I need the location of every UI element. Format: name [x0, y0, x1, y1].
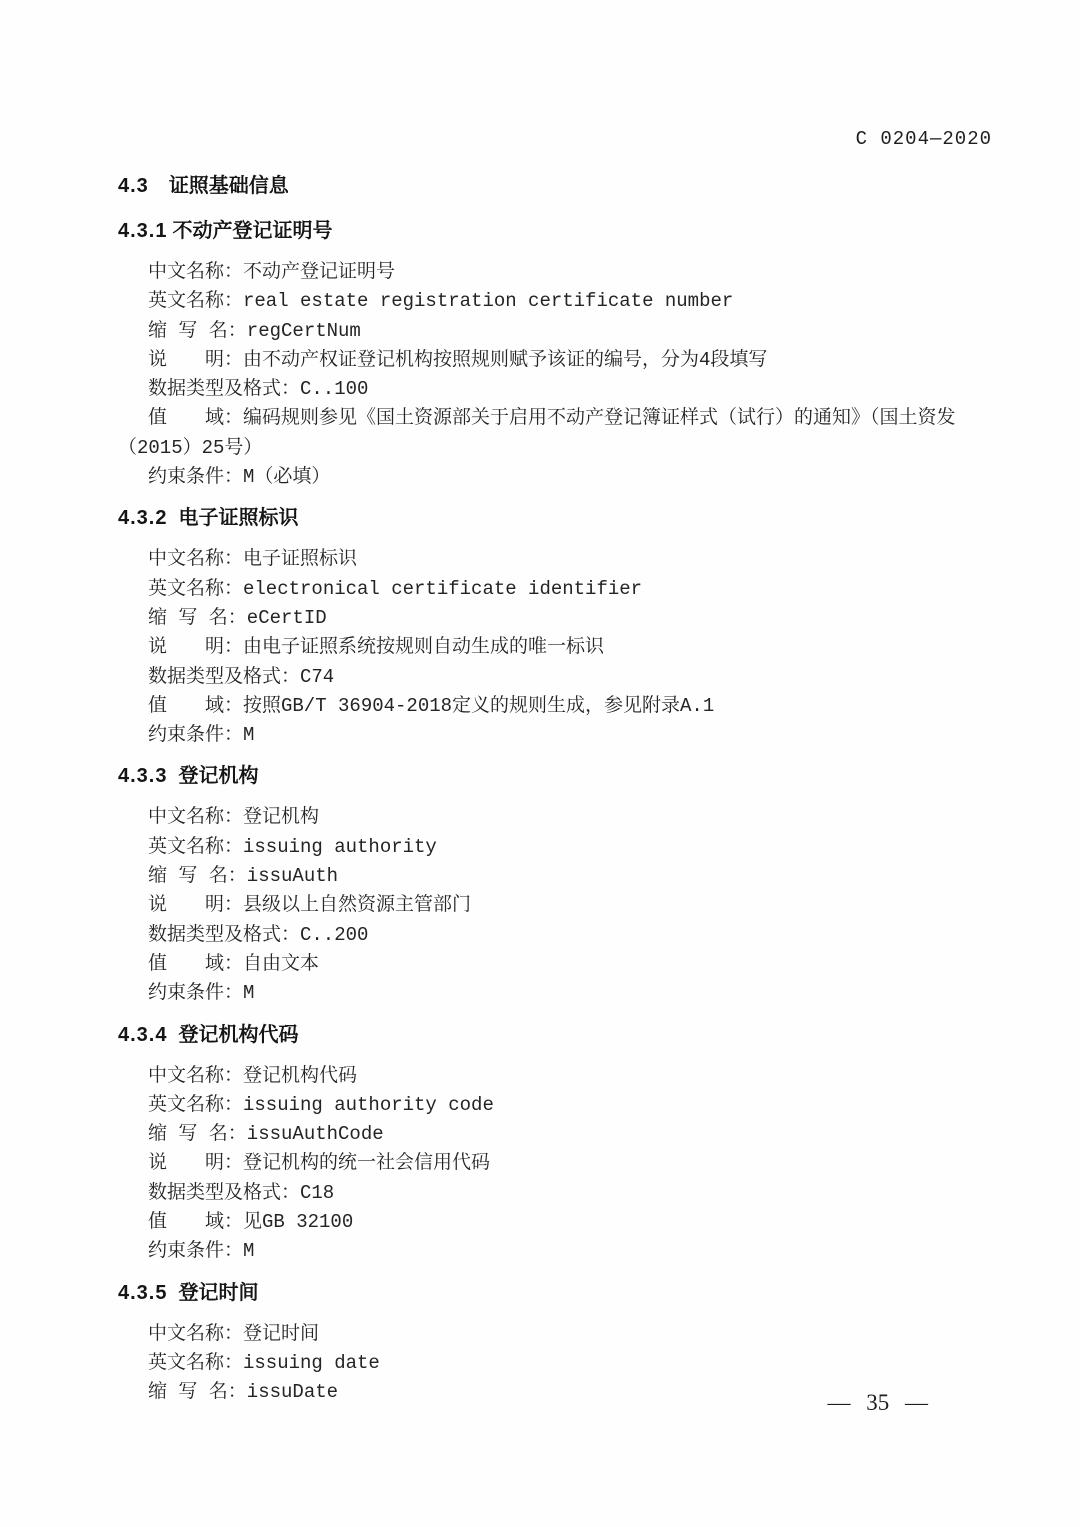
field-line-abbreviation: 缩 写 名：regCertNum — [148, 319, 361, 342]
field-line-abbreviation: 缩 写 名：eCertID — [148, 606, 327, 629]
subsection-number: 4.3.5 — [118, 1281, 168, 1304]
field-line-english-name: 英文名称：issuing authority — [148, 835, 437, 858]
field-line-value-domain: 值 域：见GB 32100 — [148, 1211, 354, 1234]
section-heading — [118, 172, 998, 201]
page-number: — 35 — — [827, 1390, 928, 1415]
field-line-value-domain: 值 域：按照GB/T 36904-2018定义的规则生成，参见附录A.1 — [148, 694, 715, 717]
field-line-value-domain: 值 域：自由文本 — [148, 952, 320, 975]
field-line-description: 说 明：县级以上自然资源主管部门 — [148, 894, 472, 917]
subsection-title: 不动产登记证明号 — [172, 220, 333, 242]
field-line-datatype: 数据类型及格式：C74 — [148, 665, 335, 688]
field-line-english-name: 英文名称：issuing date — [148, 1351, 380, 1374]
field-line-description: 说 明：由电子证照系统按规则自动生成的唯一标识 — [148, 636, 605, 659]
subsection-number: 4.3.4 — [118, 1023, 168, 1046]
field-line-datatype: 数据类型及格式：C18 — [148, 1181, 335, 1204]
subsection-heading-4-3-1 — [118, 217, 998, 246]
field-line-abbreviation: 缩 写 名：issuAuthCode — [148, 1123, 384, 1146]
field-line-english-name: 英文名称：electronical certificate identifier — [148, 577, 643, 600]
section-number: 4.3 — [118, 175, 149, 197]
subsection-title: 登记时间 — [178, 1281, 259, 1304]
section-title: 证照基础信息 — [168, 175, 289, 197]
document-content — [118, 172, 998, 1408]
subsection-number: 4.3.1 — [118, 220, 168, 242]
subsection-heading-4-3-4 — [118, 1021, 998, 1050]
field-line-datatype: 数据类型及格式：C..200 — [148, 923, 369, 946]
subsection-number: 4.3.2 — [118, 507, 168, 530]
field-line-abbreviation: 缩 写 名：issuDate — [148, 1381, 339, 1404]
field-line-chinese-name: 中文名称：不动产登记证明号 — [148, 261, 396, 283]
field-line-chinese-name: 中文名称：登记机构 — [148, 806, 320, 829]
field-line-constraint: 约束条件：M — [148, 982, 255, 1005]
field-line-value-domain-continuation: （2015）25号） — [118, 436, 263, 459]
doc-code: C 0204—2020 — [855, 128, 992, 150]
field-line-abbreviation: 缩 写 名：issuAuth — [148, 865, 339, 888]
field-line-chinese-name: 中文名称：登记时间 — [148, 1322, 320, 1345]
field-line-value-domain: 值 域：编码规则参见《国土资源部关于启用不动产登记簿证样式（试行）的通知》（国土资发 — [148, 407, 956, 430]
subsection-title: 登记机构 — [178, 765, 259, 788]
field-line-description: 说 明：由不动产权证登记机构按照规则赋予该证的编号，分为4段填写 — [148, 348, 768, 371]
field-line-constraint: 约束条件：M（必填） — [148, 466, 331, 489]
field-line-datatype: 数据类型及格式：C..100 — [148, 378, 369, 401]
field-line-constraint: 约束条件：M — [148, 1240, 255, 1263]
field-line-constraint: 约束条件：M — [148, 724, 255, 747]
subsection-title: 登记机构代码 — [178, 1023, 299, 1046]
field-line-english-name: 英文名称：real estate registration certificate number — [148, 290, 734, 313]
subsection-heading-4-3-3 — [118, 762, 998, 791]
subsection-heading-4-3-5 — [118, 1279, 998, 1308]
field-line-chinese-name: 中文名称：电子证照标识 — [148, 548, 358, 571]
subsection-heading-4-3-2 — [118, 504, 998, 533]
subsection-title: 电子证照标识 — [178, 507, 299, 530]
field-line-english-name: 英文名称：issuing authority code — [148, 1093, 494, 1116]
field-line-chinese-name: 中文名称：登记机构代码 — [148, 1064, 358, 1087]
subsection-number: 4.3.3 — [118, 765, 168, 788]
field-line-description: 说 明：登记机构的统一社会信用代码 — [148, 1152, 491, 1175]
